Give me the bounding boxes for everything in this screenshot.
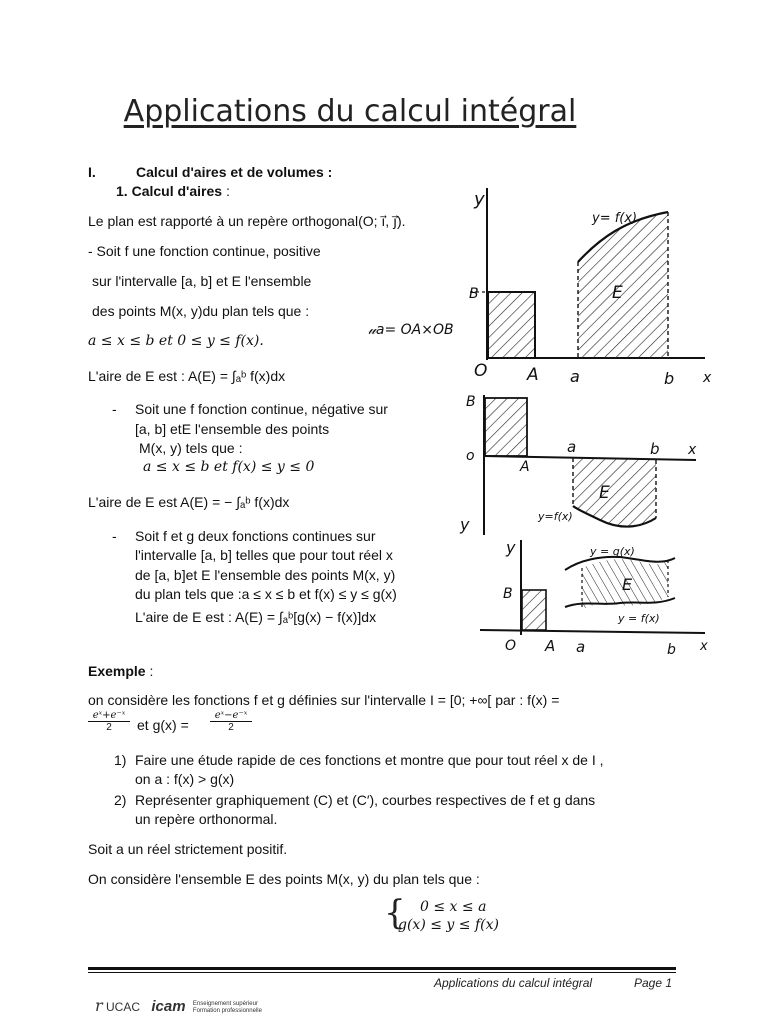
- system-line2: g(x) ≤ y ≤ f(x): [398, 917, 499, 933]
- graph3-E-label: E: [622, 575, 633, 594]
- item2-number: 2): [114, 792, 127, 808]
- case1-condition: a ≤ x ≤ b et 0 ≤ y ≤ f(x).: [88, 333, 264, 349]
- graph3-a-label: a: [576, 638, 586, 656]
- g-denominator: 2: [228, 722, 234, 733]
- graph1-x-label: x: [703, 370, 712, 386]
- item2-line1: Représenter graphiquement (C) et (C′), courbes respectives de f et g dans: [135, 792, 596, 808]
- graph3-y-label: y: [506, 538, 516, 557]
- f-numerator: eˣ+e⁻ˣ: [88, 710, 130, 722]
- g-numerator: eˣ−e⁻ˣ: [210, 710, 252, 722]
- example-colon: :: [145, 663, 154, 679]
- case3-line4: du plan tels que :a ≤ x ≤ b et f(x) ≤ y ≤ g(x): [135, 586, 397, 602]
- item2-line2: un repère orthonormal.: [135, 811, 278, 827]
- footer-rule-thin: [88, 972, 676, 973]
- graph2-unit-rectangle: [485, 398, 527, 456]
- case2-line3: M(x, y) tels que :: [139, 440, 243, 456]
- case2-bullet: -: [112, 401, 117, 417]
- graph2-a-label: a: [567, 438, 577, 456]
- footer-title: Applications du calcul intégral: [434, 976, 593, 990]
- case2-line1: Soit une f fonction continue, négative sur: [135, 401, 388, 417]
- graph1-unit-area-label: 𝓊a= OA×OB: [368, 322, 454, 338]
- graph2-O-label: o: [466, 448, 475, 464]
- graph3-A-label: A: [545, 637, 556, 655]
- case2-condition: a ≤ x ≤ b et f(x) ≤ y ≤ 0: [143, 459, 315, 475]
- section-number: I.: [88, 164, 96, 180]
- ensemble-sentence: On considère l'ensemble E des points M(x, y) du plan tels que :: [88, 871, 480, 887]
- graph2-y-label: y: [460, 515, 470, 534]
- case3-line1: Soit f et g deux fonctions continues sur: [135, 528, 376, 544]
- graph1-a-label: a: [570, 367, 580, 386]
- system-brace: {: [384, 893, 406, 933]
- item1-line2: on a : f(x) > g(x): [135, 771, 235, 787]
- graph2-area-E: [573, 458, 656, 527]
- f-denominator: 2: [106, 722, 112, 733]
- section-title: Calcul d'aires et de volumes :: [136, 164, 333, 180]
- graph2-E-label: E: [599, 483, 610, 503]
- page-title: Applications du calcul intégral: [123, 94, 577, 129]
- case1-area-formula: L'aire de E est : A(E) = ∫ₐᵇ f(x)dx: [88, 368, 286, 384]
- graph1-unit-rectangle: [488, 292, 535, 358]
- case1-line1: - Soit f une fonction continue, positive: [88, 243, 321, 259]
- graph2: [459, 394, 697, 535]
- footer-page-number: Page 1: [634, 976, 673, 990]
- graph2-A-label: A: [520, 459, 530, 475]
- logo-tagline-line1: Enseignement supérieur: [192, 1000, 258, 1007]
- subsection-colon: :: [222, 183, 230, 199]
- item1-line1: Faire une étude rapide de ces fonctions et montre que pour tout réel x de I ,: [135, 752, 604, 768]
- graph3-gx-label: y = g(x): [590, 545, 635, 558]
- logo-tagline: [193, 1001, 262, 1015]
- icam-logo: icam: [151, 998, 186, 1015]
- graph2-b-label: b: [650, 440, 660, 458]
- graph1: [368, 188, 712, 388]
- graph3: [480, 538, 708, 658]
- case3-line3: de [a, b]et E l'ensemble des points M(x, y): [135, 567, 396, 583]
- graph1-fx-label: y= f(x): [592, 211, 638, 226]
- case3-line2: l'intervalle [a, b] telles que pour tout réel x: [135, 547, 393, 563]
- graph3-x-axis: [480, 630, 705, 633]
- soit-sentence: Soit a un réel strictement positif.: [88, 841, 288, 857]
- logo-tagline-line2: Formation professionnelle: [192, 1007, 262, 1014]
- graph1-O-label: O: [474, 361, 488, 381]
- ucac-logo-mark: r: [95, 996, 103, 1015]
- graph3-b-label: b: [667, 642, 676, 658]
- ucac-logo: UCAC: [106, 1000, 141, 1014]
- system-line1: 0 ≤ x ≤ a: [420, 899, 487, 915]
- g-prefix: et g(x) =: [137, 717, 189, 733]
- case2-line2: [a, b] etE l'ensemble des points: [135, 421, 330, 437]
- case3-bullet: -: [112, 528, 117, 544]
- graph1-b-label: b: [664, 369, 675, 388]
- graph1-y-label: y: [474, 189, 485, 210]
- footer-logos: [95, 996, 262, 1015]
- case3-area-formula: L'aire de E est : A(E) = ∫ₐᵇ[g(x) − f(x)]dx: [135, 609, 377, 625]
- subsection-number: 1.: [116, 183, 128, 199]
- graph2-B-label: B: [466, 394, 476, 410]
- graph3-fx-label: y = f(x): [618, 612, 660, 625]
- graph1-E-label: E: [612, 283, 623, 303]
- example-label: Exemple: [88, 663, 146, 679]
- graph3-O-label: O: [505, 638, 517, 654]
- graph3-B-label: B: [503, 586, 513, 602]
- item1-number: 1): [114, 752, 127, 768]
- graph2-x-label: x: [688, 442, 697, 458]
- graph1-A-label: A: [527, 365, 539, 385]
- case1-line3: des points M(x, y)du plan tels que :: [92, 303, 310, 319]
- graph1-B-label: B: [469, 286, 479, 302]
- subsection-title: Calcul d'aires: [131, 183, 223, 199]
- footer-rule: [88, 967, 676, 970]
- graph1-area-E: [578, 212, 668, 358]
- graph3-x-label: x: [700, 639, 708, 654]
- graph3-unit-rectangle: [522, 590, 546, 630]
- case2-area-formula: L'aire de E est A(E) = − ∫ₐᵇ f(x)dx: [88, 494, 290, 510]
- example-intro: on considère les fonctions f et g définies sur l'intervalle I = [0; +∞[ par : f(x) =: [88, 692, 560, 708]
- case1-line2: sur l'intervalle [a, b] et E l'ensemble: [92, 273, 312, 289]
- plan-sentence: Le plan est rapporté à un repère orthogonal(O; i⃗, j⃗).: [88, 213, 406, 229]
- graph2-fx-label: y=f(x): [538, 510, 573, 523]
